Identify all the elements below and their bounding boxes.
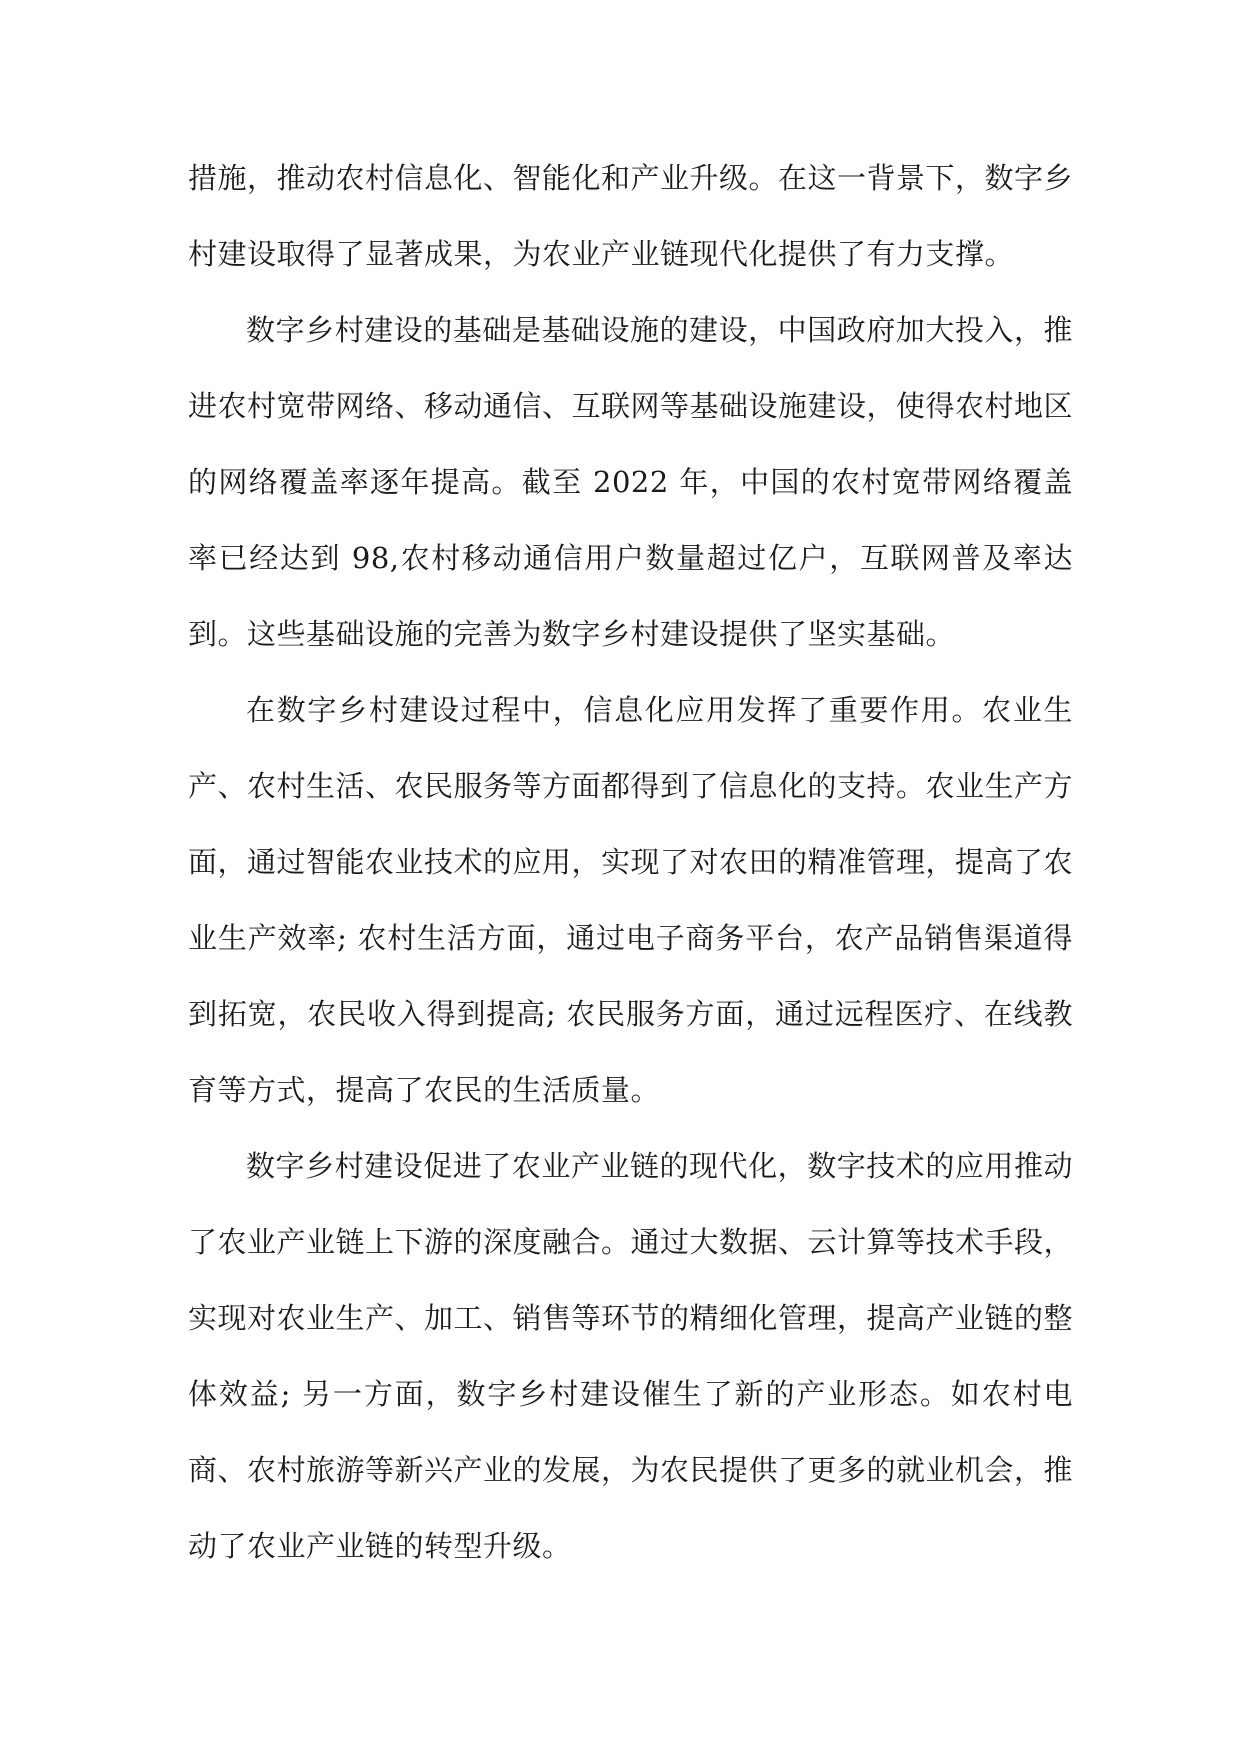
paragraph-4: 数字乡村建设促进了农业产业链的现代化，数字技术的应用推动了农业产业链上下游的深度融合。通过大数据、云计算等技术手段，实现对农业生产、加工、销售等环节的精细化管理，提高产业链的整体效益; 另一方面，数字乡村建设催生了新的产业形态。如农村电商、农村旅游等新兴产业的发展，为农民提供了更多的就业机会，推动了农业产业链的转型升级。	[188, 1149, 1074, 1563]
paragraph-1: 措施，推动农村信息化、智能化和产业升级。在这一背景下，数字乡村建设取得了显著成果，为农业产业链现代化提供了有力支撑。	[188, 161, 1074, 271]
paragraph-2: 数字乡村建设的基础是基础设施的建设，中国政府加大投入，推进农村宽带网络、移动通信、互联网等基础设施建设，使得农村地区的网络覆盖率逐年提高。截至 2022 年，中国的农村宽带网络覆盖率已经达到 98,农村移动通信用户数量超过亿户，互联网普及率达到。这些基础设施的完善为数字乡村建设提供了坚实基础。	[188, 313, 1074, 651]
paragraph-3: 在数字乡村建设过程中，信息化应用发挥了重要作用。农业生产、农村生活、农民服务等方面都得到了信息化的支持。农业生产方面，通过智能农业技术的应用，实现了对农田的精准管理，提高了农业生产效率; 农村生活方面，通过电子商务平台，农产品销售渠道得到拓宽，农民收入得到提高; 农民服务方面，通过远程医疗、在线教育等方式，提高了农民的生活质量。	[188, 693, 1074, 1107]
document-body	[188, 140, 1073, 1584]
